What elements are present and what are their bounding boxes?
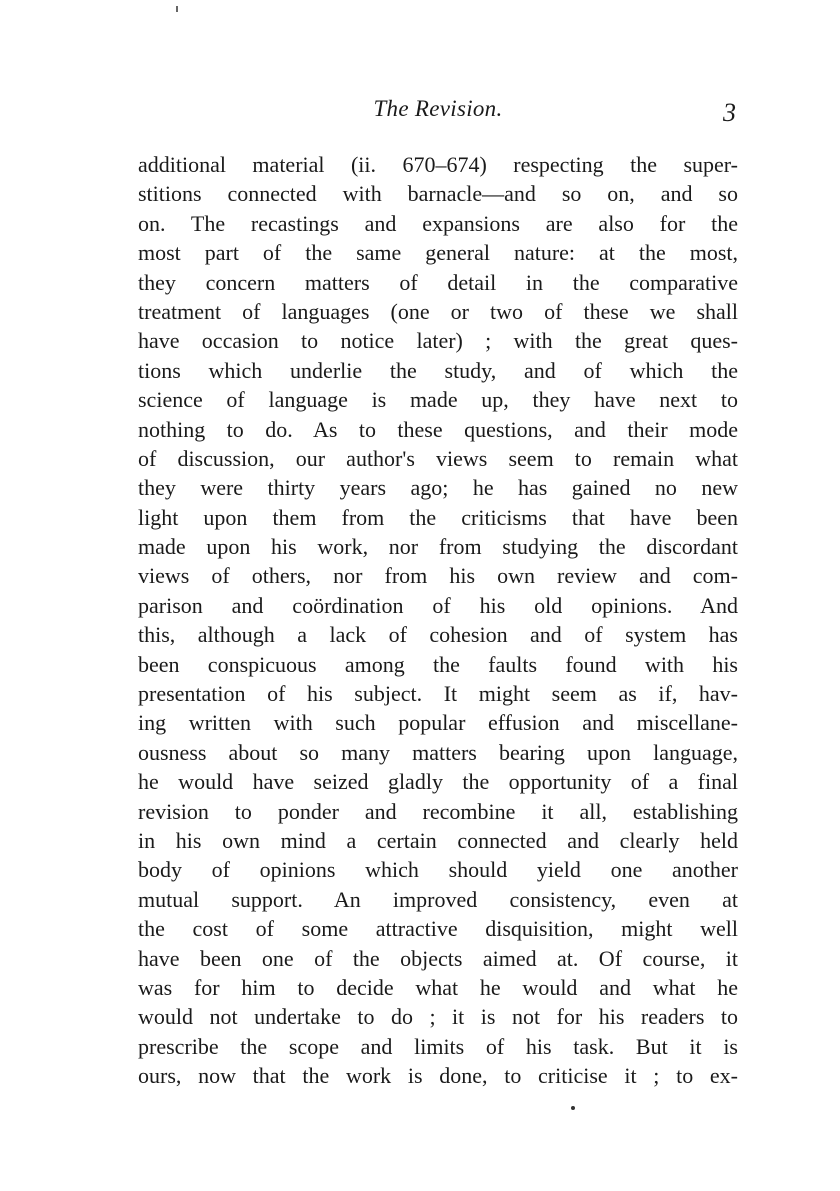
text-line: have been one of the objects aimed at. Of course, it: [138, 945, 738, 971]
text-line: of discussion, our author's views seem to remain what: [138, 445, 738, 471]
text-line: stitions connected with barnacle—and so on, and so: [138, 181, 738, 207]
text-line: ousness about so many matters bearing upon language,: [138, 739, 738, 765]
body-text: [138, 150, 738, 1091]
text-line: was for him to decide what he would and what he: [138, 974, 738, 1000]
text-line: nothing to do. As to these questions, and their mode: [138, 416, 738, 442]
text-line: been conspicuous among the faults found with his: [138, 651, 738, 677]
text-line: treatment of languages (one or two of these we shall: [138, 298, 738, 324]
text-line: light upon them from the criticisms that have been: [138, 504, 738, 530]
text-line: they concern matters of detail in the comparative: [138, 269, 738, 295]
text-line: body of opinions which should yield one another: [138, 857, 738, 883]
scan-mark: [176, 6, 178, 12]
text-line: mutual support. An improved consistency, even at: [138, 886, 738, 912]
text-line: the cost of some attractive disquisition, might well: [138, 916, 738, 942]
page-number: 3: [723, 98, 736, 127]
text-line: in his own mind a certain connected and clearly held: [138, 827, 738, 853]
text-line: views of others, nor from his own review and com-: [138, 563, 738, 589]
text-line: ours, now that the work is done, to criticise it ; to ex-: [138, 1063, 738, 1089]
text-line: science of language is made up, they have next to: [138, 387, 738, 413]
text-line: most part of the same general nature: at the most,: [138, 240, 738, 266]
text-line: presentation of his subject. It might seem as if, hav-: [138, 681, 738, 707]
text-line: revision to ponder and recombine it all, establishing: [138, 798, 738, 824]
text-line: tions which underlie the study, and of which the: [138, 357, 738, 383]
text-line: would not undertake to do ; it is not for his readers to: [138, 1004, 738, 1030]
text-line: have occasion to notice later) ; with the great ques-: [138, 328, 738, 354]
text-line: additional material (ii. 670–674) respecting the super-: [138, 152, 738, 177]
scan-mark: [571, 1106, 575, 1110]
running-title: The Revision.: [373, 96, 503, 121]
text-line: made upon his work, nor from studying the discordant: [138, 534, 738, 560]
text-line: they were thirty years ago; he has gained no new: [138, 475, 738, 501]
text-line: parison and coördination of his old opinions. And: [138, 592, 738, 618]
text-line: ing written with such popular effusion and miscellane-: [138, 710, 738, 736]
text-line: he would have seized gladly the opportunity of a final: [138, 769, 738, 795]
text-line: prescribe the scope and limits of his task. But it is: [138, 1033, 738, 1059]
text-line: on. The recastings and expansions are also for the: [138, 210, 738, 236]
page-header: [138, 96, 738, 136]
text-line: this, although a lack of cohesion and of system has: [138, 622, 738, 648]
